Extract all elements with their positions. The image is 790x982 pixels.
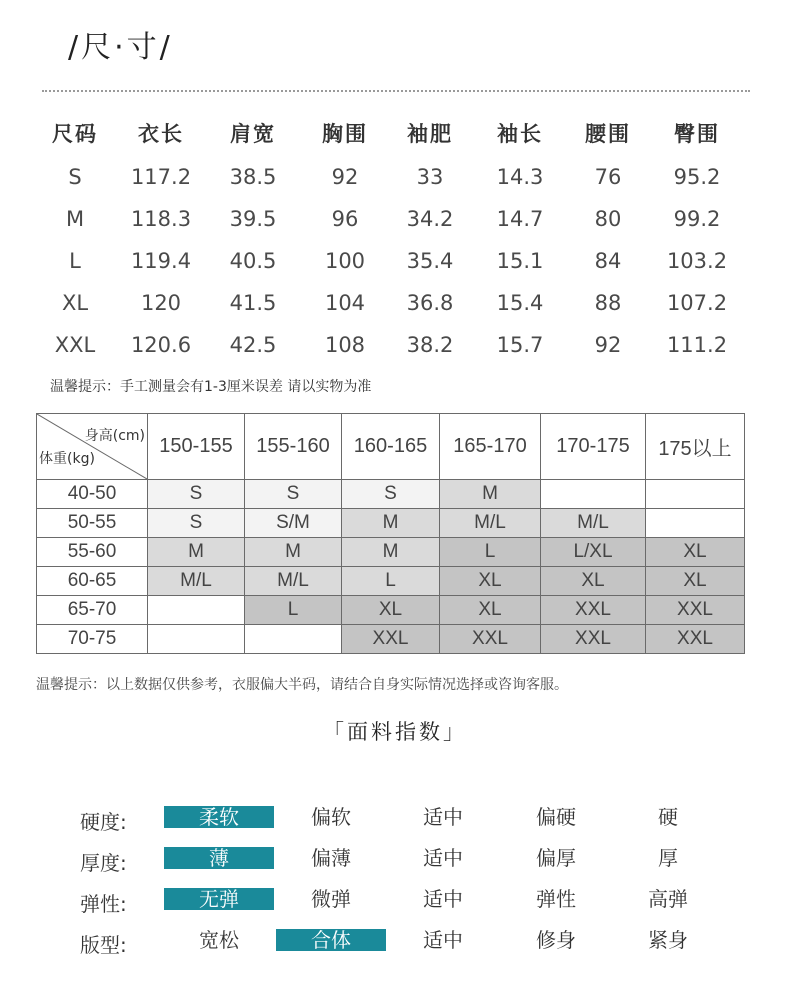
height-axis-label: 身高(cm) bbox=[84, 428, 145, 444]
hw-size-cell bbox=[245, 625, 342, 654]
fabric-option: 宽松 bbox=[199, 928, 239, 952]
fabric-option: 偏薄 bbox=[311, 846, 351, 870]
hw-size-cell: M bbox=[440, 480, 541, 509]
hw-size-cell: XL bbox=[646, 538, 745, 567]
size-table-cell: 14.3 bbox=[496, 165, 544, 189]
hw-size-cell: M bbox=[245, 538, 342, 567]
hw-size-cell bbox=[541, 480, 646, 509]
fabric-option-selected: 无弹 bbox=[164, 888, 274, 910]
size-table-row bbox=[0, 291, 790, 321]
size-table-cell: 84 bbox=[594, 249, 622, 273]
hw-size-cell: XL bbox=[646, 567, 745, 596]
size-table-header-cell: 臀围 bbox=[674, 122, 720, 146]
hw-size-cell: M/L bbox=[148, 567, 245, 596]
size-table-header bbox=[0, 118, 790, 148]
size-table-cell: 120 bbox=[140, 291, 182, 315]
fabric-index-title: 「面料指数」 bbox=[323, 720, 467, 744]
size-table-header-cell: 尺码 bbox=[52, 122, 98, 146]
size-table-row bbox=[0, 207, 790, 237]
hw-size-cell: M/L bbox=[440, 509, 541, 538]
hw-row bbox=[37, 567, 745, 596]
size-table-cell: 14.7 bbox=[496, 207, 544, 231]
hw-size-cell: M bbox=[148, 538, 245, 567]
hw-size-cell bbox=[148, 625, 245, 654]
hw-height-header: 170-175 bbox=[541, 414, 646, 480]
page-title: /尺·寸/ bbox=[68, 30, 173, 65]
size-table-cell: 15.1 bbox=[496, 249, 544, 273]
measurement-tip: 温馨提示：手工测量会有1-3厘米误差 请以实物为准 bbox=[50, 379, 372, 395]
hw-size-cell: L bbox=[440, 538, 541, 567]
size-table-cell: 117.2 bbox=[130, 165, 192, 189]
hw-size-cell: XXL bbox=[440, 625, 541, 654]
hw-height-header: 155-160 bbox=[245, 414, 342, 480]
fabric-option: 弹性 bbox=[536, 887, 576, 911]
size-table-cell: 108 bbox=[324, 333, 366, 357]
hw-size-cell: M bbox=[342, 509, 440, 538]
height-weight-table bbox=[36, 413, 745, 654]
size-table-header-cell: 袖长 bbox=[497, 122, 543, 146]
hw-size-cell: XXL bbox=[646, 625, 745, 654]
hw-size-cell: S/M bbox=[245, 509, 342, 538]
hw-weight-cell: 70-75 bbox=[37, 625, 148, 654]
size-table-cell: 100 bbox=[324, 249, 366, 273]
size-table-row bbox=[0, 249, 790, 279]
fabric-option: 厚 bbox=[658, 846, 678, 870]
size-table-cell: 88 bbox=[594, 291, 622, 315]
size-table-cell: 96 bbox=[331, 207, 359, 231]
size-table-cell: 41.5 bbox=[229, 291, 277, 315]
size-table-cell: 42.5 bbox=[229, 333, 277, 357]
hw-weight-cell: 40-50 bbox=[37, 480, 148, 509]
hw-row bbox=[37, 480, 745, 509]
size-table-cell: 15.7 bbox=[496, 333, 544, 357]
fabric-option-selected: 薄 bbox=[164, 847, 274, 869]
size-table-cell: 111.2 bbox=[666, 333, 728, 357]
size-table-cell: 120.6 bbox=[130, 333, 192, 357]
size-table-cell: 104 bbox=[324, 291, 366, 315]
hw-row bbox=[37, 509, 745, 538]
size-table-row bbox=[0, 165, 790, 195]
diagonal-line bbox=[37, 414, 147, 479]
hw-weight-cell: 65-70 bbox=[37, 596, 148, 625]
fabric-option: 硬 bbox=[658, 805, 678, 829]
fabric-option: 微弹 bbox=[311, 887, 351, 911]
hw-size-cell: S bbox=[342, 480, 440, 509]
size-table-header-cell: 胸围 bbox=[322, 122, 368, 146]
size-table-cell: 15.4 bbox=[496, 291, 544, 315]
size-table-header-cell: 袖肥 bbox=[407, 122, 453, 146]
size-table-cell: S bbox=[68, 165, 82, 189]
fabric-row-label: 弹性: bbox=[80, 892, 127, 916]
hw-size-cell: XL bbox=[342, 596, 440, 625]
size-table-cell: 38.5 bbox=[229, 165, 277, 189]
hw-header-row bbox=[37, 414, 745, 480]
hw-size-cell: XXL bbox=[541, 625, 646, 654]
hw-size-cell: XL bbox=[440, 596, 541, 625]
hw-row bbox=[37, 596, 745, 625]
hw-size-cell: XXL bbox=[541, 596, 646, 625]
hw-size-cell: S bbox=[148, 480, 245, 509]
size-table-cell: 95.2 bbox=[673, 165, 721, 189]
fabric-row-label: 硬度: bbox=[80, 810, 127, 834]
hw-size-cell: XL bbox=[541, 567, 646, 596]
hw-size-cell: XL bbox=[440, 567, 541, 596]
hw-height-header: 165-170 bbox=[440, 414, 541, 480]
hw-size-cell: M/L bbox=[245, 567, 342, 596]
size-table-cell: 92 bbox=[331, 165, 359, 189]
size-table-cell: XL bbox=[61, 291, 89, 315]
size-table-cell: 38.2 bbox=[406, 333, 454, 357]
hw-height-header: 175以上 bbox=[646, 414, 745, 480]
hw-weight-cell: 50-55 bbox=[37, 509, 148, 538]
hw-height-header: 150-155 bbox=[148, 414, 245, 480]
hw-size-cell: M/L bbox=[541, 509, 646, 538]
size-table-cell: 76 bbox=[594, 165, 622, 189]
hw-size-cell bbox=[646, 480, 745, 509]
fabric-option: 偏硬 bbox=[536, 805, 576, 829]
hw-corner-cell bbox=[37, 414, 148, 480]
hw-size-cell: L bbox=[245, 596, 342, 625]
size-table-cell: 35.4 bbox=[406, 249, 454, 273]
size-table-cell: 107.2 bbox=[666, 291, 728, 315]
size-table-cell: 103.2 bbox=[666, 249, 728, 273]
size-table-cell: 118.3 bbox=[130, 207, 192, 231]
hw-size-cell: S bbox=[245, 480, 342, 509]
hw-size-cell: XXL bbox=[342, 625, 440, 654]
size-table-cell: 119.4 bbox=[130, 249, 192, 273]
hw-size-cell: XXL bbox=[646, 596, 745, 625]
size-table-cell: M bbox=[65, 207, 85, 231]
size-table-cell: 39.5 bbox=[229, 207, 277, 231]
hw-size-cell: L bbox=[342, 567, 440, 596]
dotted-divider bbox=[42, 90, 750, 92]
fabric-option: 高弹 bbox=[648, 887, 688, 911]
fabric-row-label: 厚度: bbox=[80, 851, 127, 875]
weight-axis-label: 体重(kg) bbox=[39, 451, 95, 467]
fabric-option: 偏厚 bbox=[536, 846, 576, 870]
hw-row bbox=[37, 538, 745, 567]
fabric-option: 适中 bbox=[423, 887, 463, 911]
fabric-option: 偏软 bbox=[311, 805, 351, 829]
size-advice-tip: 温馨提示：以上数据仅供参考，衣服偏大半码，请结合自身实际情况选择或咨询客服。 bbox=[36, 677, 568, 693]
hw-height-header: 160-165 bbox=[342, 414, 440, 480]
fabric-option: 适中 bbox=[423, 805, 463, 829]
fabric-option: 紧身 bbox=[648, 928, 688, 952]
fabric-option-selected: 柔软 bbox=[164, 806, 274, 828]
size-table-header-cell: 腰围 bbox=[585, 122, 631, 146]
size-table-header-cell: 肩宽 bbox=[230, 122, 276, 146]
hw-row bbox=[37, 625, 745, 654]
hw-size-cell bbox=[646, 509, 745, 538]
size-table-header-cell: 衣长 bbox=[138, 122, 184, 146]
size-table-cell: 99.2 bbox=[673, 207, 721, 231]
size-table-cell: 34.2 bbox=[406, 207, 454, 231]
fabric-option: 适中 bbox=[423, 928, 463, 952]
size-table-cell: 40.5 bbox=[229, 249, 277, 273]
fabric-option-selected: 合体 bbox=[276, 929, 386, 951]
size-table-row bbox=[0, 333, 790, 363]
hw-size-cell: L/XL bbox=[541, 538, 646, 567]
fabric-option: 适中 bbox=[423, 846, 463, 870]
hw-weight-cell: 55-60 bbox=[37, 538, 148, 567]
hw-weight-cell: 60-65 bbox=[37, 567, 148, 596]
hw-size-cell: S bbox=[148, 509, 245, 538]
size-table-cell: 33 bbox=[416, 165, 444, 189]
hw-size-cell: M bbox=[342, 538, 440, 567]
size-table-cell: XXL bbox=[54, 333, 96, 357]
size-table-cell: 36.8 bbox=[406, 291, 454, 315]
size-table-cell: 80 bbox=[594, 207, 622, 231]
fabric-option: 修身 bbox=[536, 928, 576, 952]
size-table-cell: 92 bbox=[594, 333, 622, 357]
fabric-row-label: 版型: bbox=[80, 933, 127, 957]
hw-size-cell bbox=[148, 596, 245, 625]
size-table-cell: L bbox=[69, 249, 81, 273]
